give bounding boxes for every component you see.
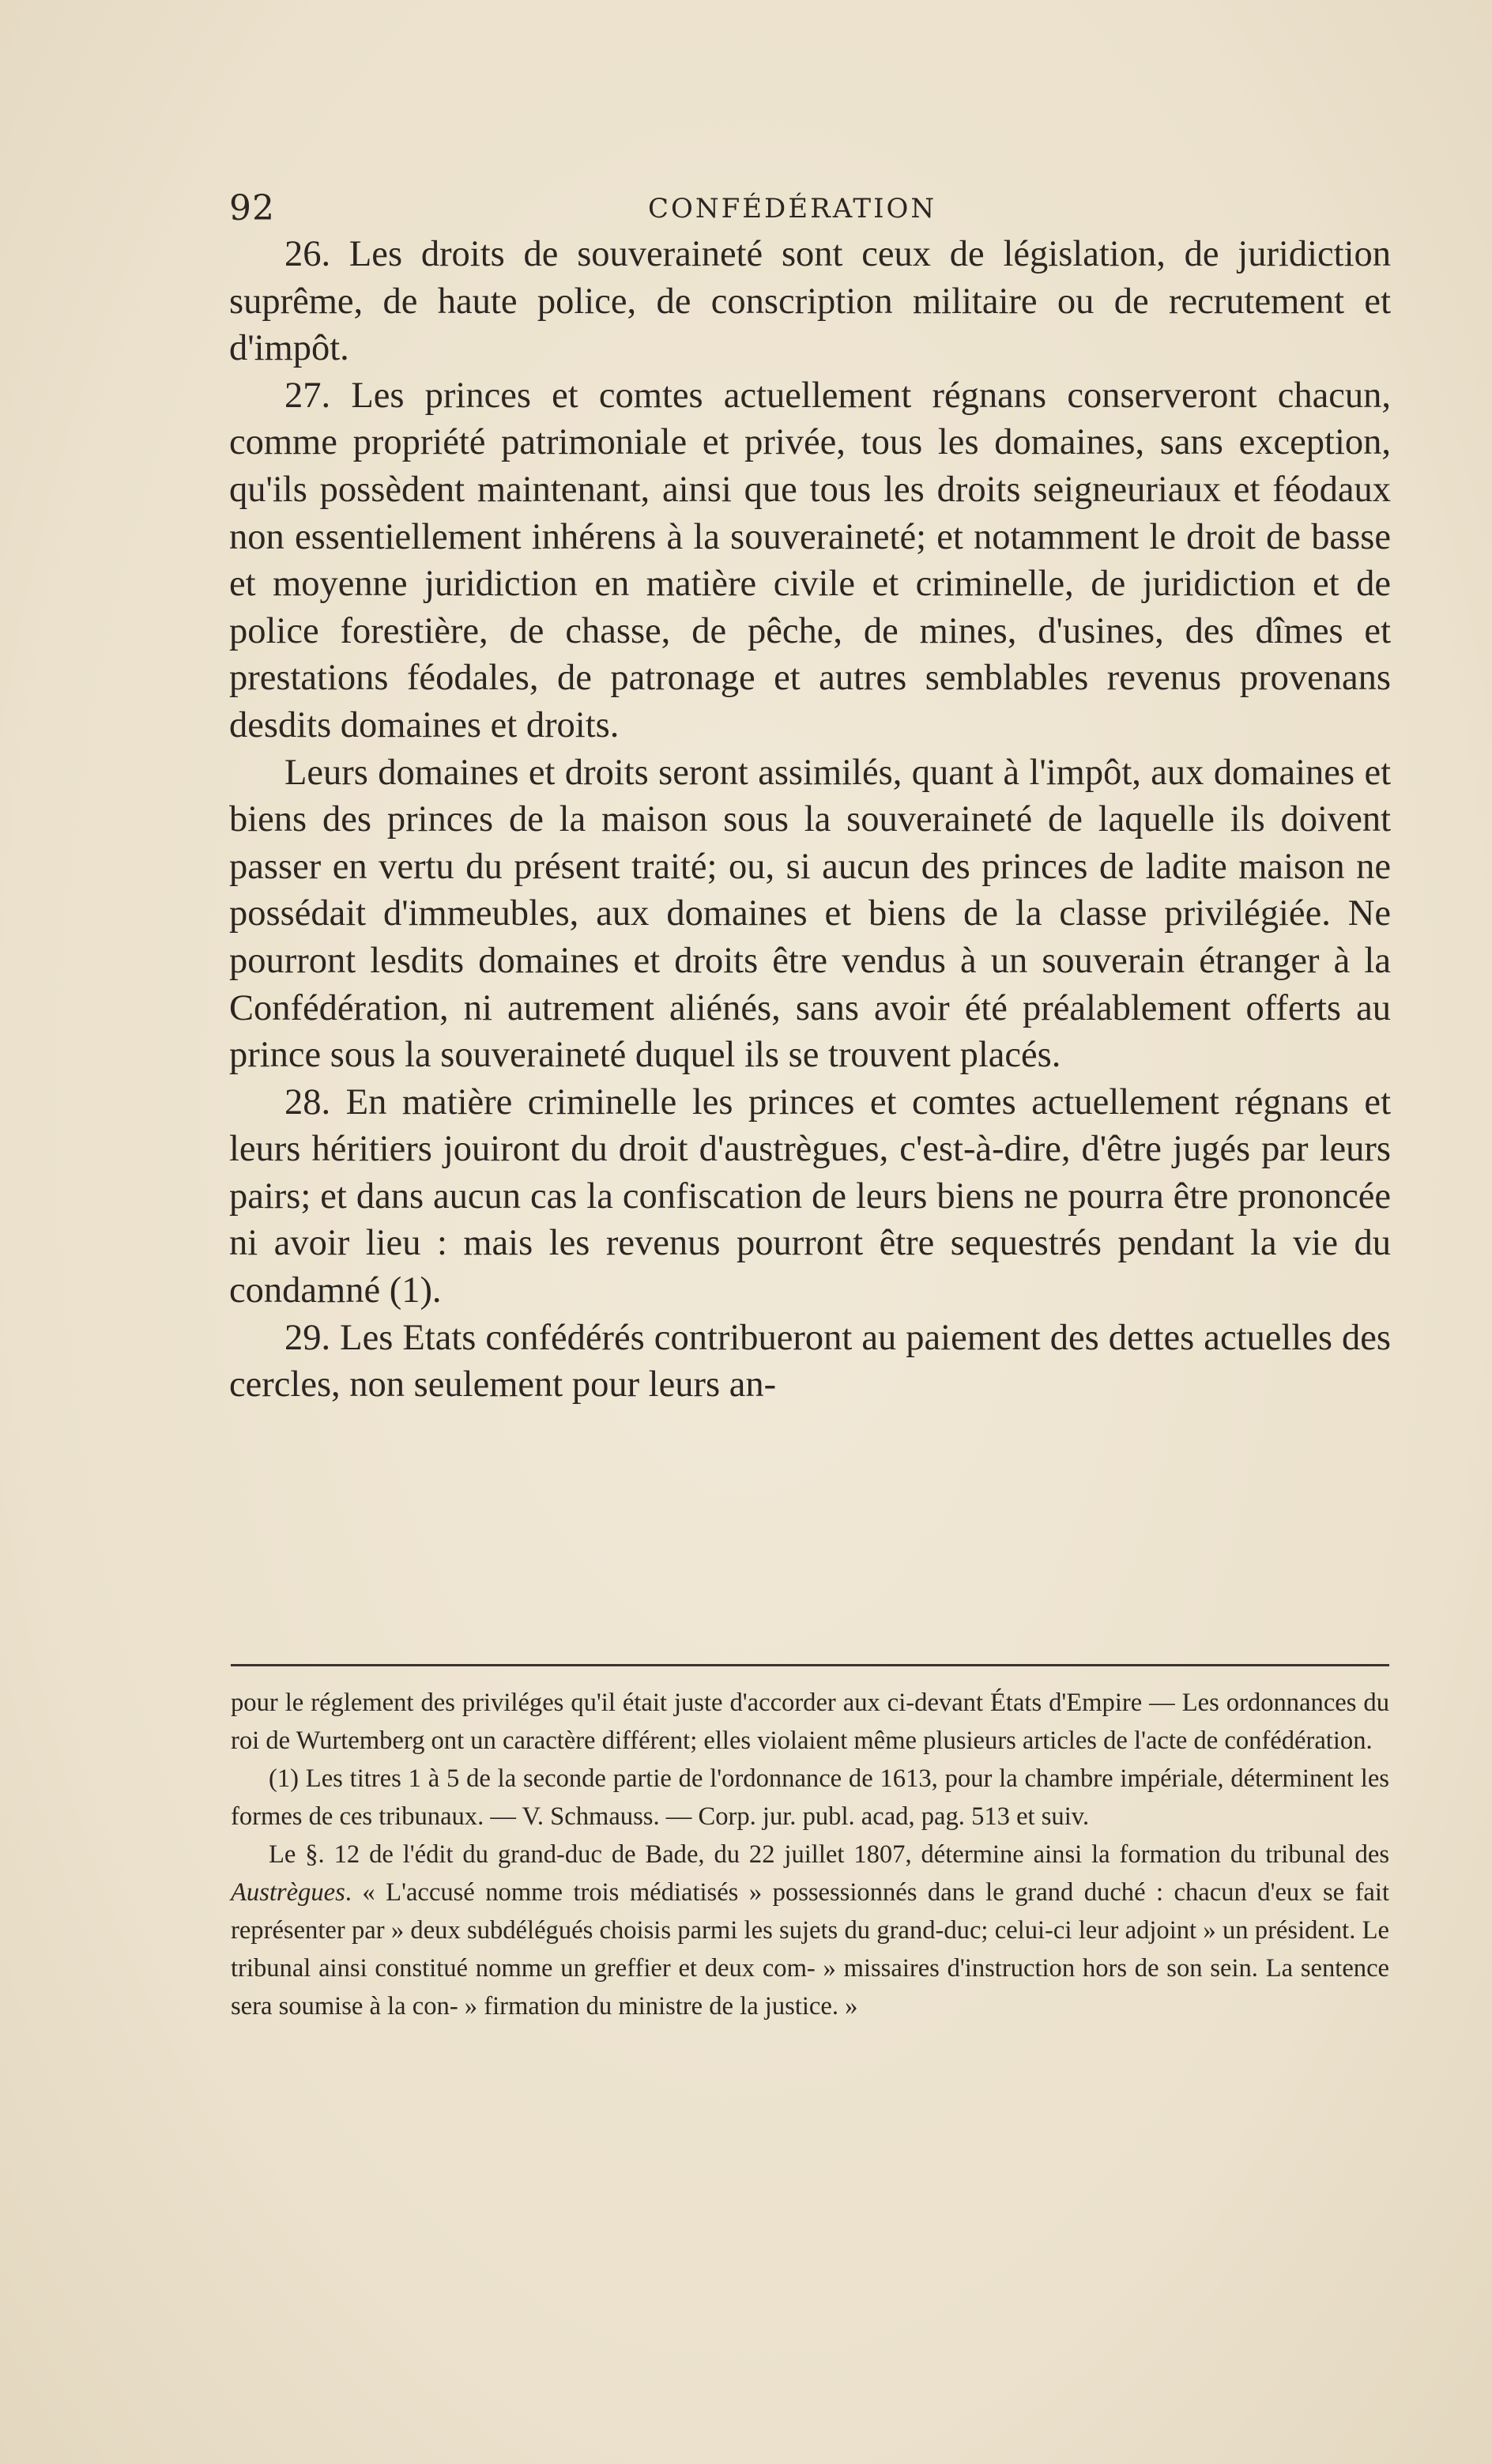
article-26: 26. Les droits de souveraineté sont ceux de législation, de juridiction suprême, de haute police, de conscription militaire ou de recrutement et d'impôt. <box>229 234 1391 369</box>
footnote-2-quote: . « L'accusé nomme trois médiatisés » possessionnés dans le grand duché : chacun d'eux se fait représenter par » deux subdélégués choisis parmi les sujets du grand-duc; celui-ci leur adjoint » un président. Le tribunal ainsi constitué nomme un greffier et deux com- » missaires d'instruction hors de son sein. La sentence sera soumise à la con- » firmation du ministre de la justice. » <box>231 1878 1389 2021</box>
article-27-continued: Leurs domaines et droits seront assimilés, quant à l'impôt, aux domaines et biens des princes de la maison sous la souveraineté de laquelle ils doivent passer en vertu du présent traité; ou, si aucun des princes de ladite maison ne possédait d'immeubles, aux domaines et biens de la classe privilégiée. Ne pourront lesdits domaines et droits être vendus à un souverain étranger à la Confédération, ni autrement aliénés, sans avoir été préalablement offerts au prince sous la souveraineté duquel ils se trouvent placés. <box>229 752 1391 1076</box>
footnote-2-text: Le §. 12 de l'édit du grand-duc de Bade, du 22 juillet 1807, détermine ainsi la formation du tribunal des <box>269 1840 1389 1869</box>
page-number: 92 <box>229 188 275 228</box>
footnote-1: (1) Les titres 1 à 5 de la seconde partie de l'ordonnance de 1613, pour la chambre impériale, déterminent les formes de ces tribunaux. — V. Schmauss. — Corp. jur. publ. acad, pag. 513 et suiv. <box>231 1764 1389 1831</box>
main-text <box>229 231 1391 1409</box>
footnote-continuation: pour le réglement des priviléges qu'il était juste d'accorder aux ci-devant États d'Empire — Les ordonnances du roi de Wurtemberg ont un caractère différent; elles violaient même plusieurs articles de l'acte de confédération. <box>231 1689 1389 1755</box>
article-29: 29. Les Etats confédérés contribueront au paiement des dettes actuelles des cercles, non seulement pour leurs an- <box>229 1317 1391 1406</box>
page-header <box>229 188 1391 236</box>
article-28: 28. En matière criminelle les princes et comtes actuellement régnans et leurs héritiers jouiront du droit d'austrègues, c'est-à-dire, d'être jugés par leurs pairs; et dans aucun cas la confiscation de leurs biens ne pourra être prononcée ni avoir lieu : mais les revenus pourront être sequestrés pendant la vie du condamné (1). <box>229 1081 1391 1311</box>
running-title: CONFÉDÉRATION <box>648 193 937 225</box>
footnotes <box>231 1684 1389 2025</box>
footnote-2-italic: Austrègues <box>231 1878 345 1907</box>
footnote-divider <box>231 1664 1389 1666</box>
article-27: 27. Les princes et comtes actuellement régnans conserveront chacun, comme propriété patrimoniale et privée, tous les domaines, sans exception, qu'ils possèdent maintenant, ainsi que tous les droits seigneuriaux et féodaux non essentiellement inhérens à la souveraineté; et notamment le droit de basse et moyenne juridiction en matière civile et criminelle, de juridiction et de police forestière, de chasse, de pêche, de mines, d'usines, des dîmes et prestations féodales, de patronage et autres semblables revenus provenans desdits domaines et droits. <box>229 375 1391 745</box>
footnote-2 <box>231 1836 1389 2025</box>
